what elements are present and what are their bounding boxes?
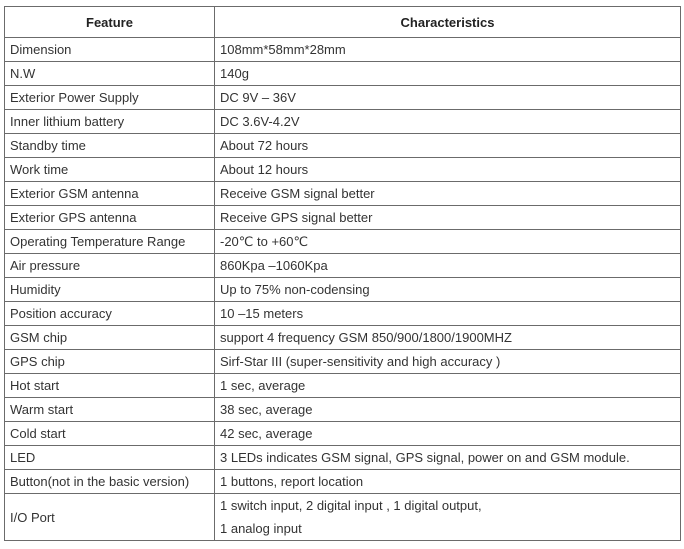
feature-cell: Inner lithium battery	[5, 110, 215, 134]
table-row	[5, 158, 681, 182]
header-feature: Feature	[5, 7, 215, 38]
feature-cell: Humidity	[5, 278, 215, 302]
value-cell: Up to 75% non-codensing	[215, 278, 681, 302]
table-row	[5, 110, 681, 134]
value-cell: DC 9V – 36V	[215, 86, 681, 110]
table-row	[5, 38, 681, 62]
value-cell: Sirf-Star III (super-sensitivity and high accuracy )	[215, 350, 681, 374]
feature-cell: Exterior Power Supply	[5, 86, 215, 110]
feature-cell: Dimension	[5, 38, 215, 62]
table-header-row	[5, 7, 681, 38]
value-cell: DC 3.6V-4.2V	[215, 110, 681, 134]
feature-cell: Hot start	[5, 374, 215, 398]
feature-cell: Exterior GPS antenna	[5, 206, 215, 230]
feature-cell: GPS chip	[5, 350, 215, 374]
table-row	[5, 302, 681, 326]
table-row	[5, 326, 681, 350]
spec-table	[4, 6, 681, 541]
table-row	[5, 86, 681, 110]
table-row	[5, 134, 681, 158]
table-row	[5, 182, 681, 206]
feature-cell: LED	[5, 446, 215, 470]
table-row	[5, 206, 681, 230]
header-characteristics: Characteristics	[215, 7, 681, 38]
value-cell: Receive GSM signal better	[215, 182, 681, 206]
table-row	[5, 230, 681, 254]
table-row	[5, 398, 681, 422]
table-row	[5, 350, 681, 374]
feature-cell: Work time	[5, 158, 215, 182]
table-row	[5, 446, 681, 470]
value-cell: 38 sec, average	[215, 398, 681, 422]
value-cell: 3 LEDs indicates GSM signal, GPS signal, power on and GSM module.	[215, 446, 681, 470]
value-cell	[215, 494, 681, 541]
table-row	[5, 62, 681, 86]
feature-cell: N.W	[5, 62, 215, 86]
value-cell: 42 sec, average	[215, 422, 681, 446]
value-cell: 108mm*58mm*28mm	[215, 38, 681, 62]
feature-cell: Position accuracy	[5, 302, 215, 326]
value-cell: 860Kpa –1060Kpa	[215, 254, 681, 278]
feature-cell: Cold start	[5, 422, 215, 446]
feature-cell: Exterior GSM antenna	[5, 182, 215, 206]
value-cell: 1 buttons, report location	[215, 470, 681, 494]
feature-cell: Operating Temperature Range	[5, 230, 215, 254]
feature-cell: Standby time	[5, 134, 215, 158]
table-row	[5, 278, 681, 302]
table-row	[5, 422, 681, 446]
value-cell: 140g	[215, 62, 681, 86]
table-row	[5, 374, 681, 398]
value-cell: About 72 hours	[215, 134, 681, 158]
feature-cell: Warm start	[5, 398, 215, 422]
value-cell: Receive GPS signal better	[215, 206, 681, 230]
feature-cell: I/O Port	[5, 494, 215, 541]
table-row	[5, 494, 681, 541]
value-cell: -20℃ to +60℃	[215, 230, 681, 254]
value-cell: 10 –15 meters	[215, 302, 681, 326]
value-cell: support 4 frequency GSM 850/900/1800/1900MHZ	[215, 326, 681, 350]
value-cell: 1 sec, average	[215, 374, 681, 398]
feature-cell: Air pressure	[5, 254, 215, 278]
feature-cell: Button(not in the basic version)	[5, 470, 215, 494]
value-cell: About 12 hours	[215, 158, 681, 182]
table-row	[5, 470, 681, 494]
feature-cell: GSM chip	[5, 326, 215, 350]
value-line: 1 switch input, 2 digital input , 1 digital output,	[220, 498, 482, 513]
value-line: 1 analog input	[220, 521, 302, 536]
table-row	[5, 254, 681, 278]
